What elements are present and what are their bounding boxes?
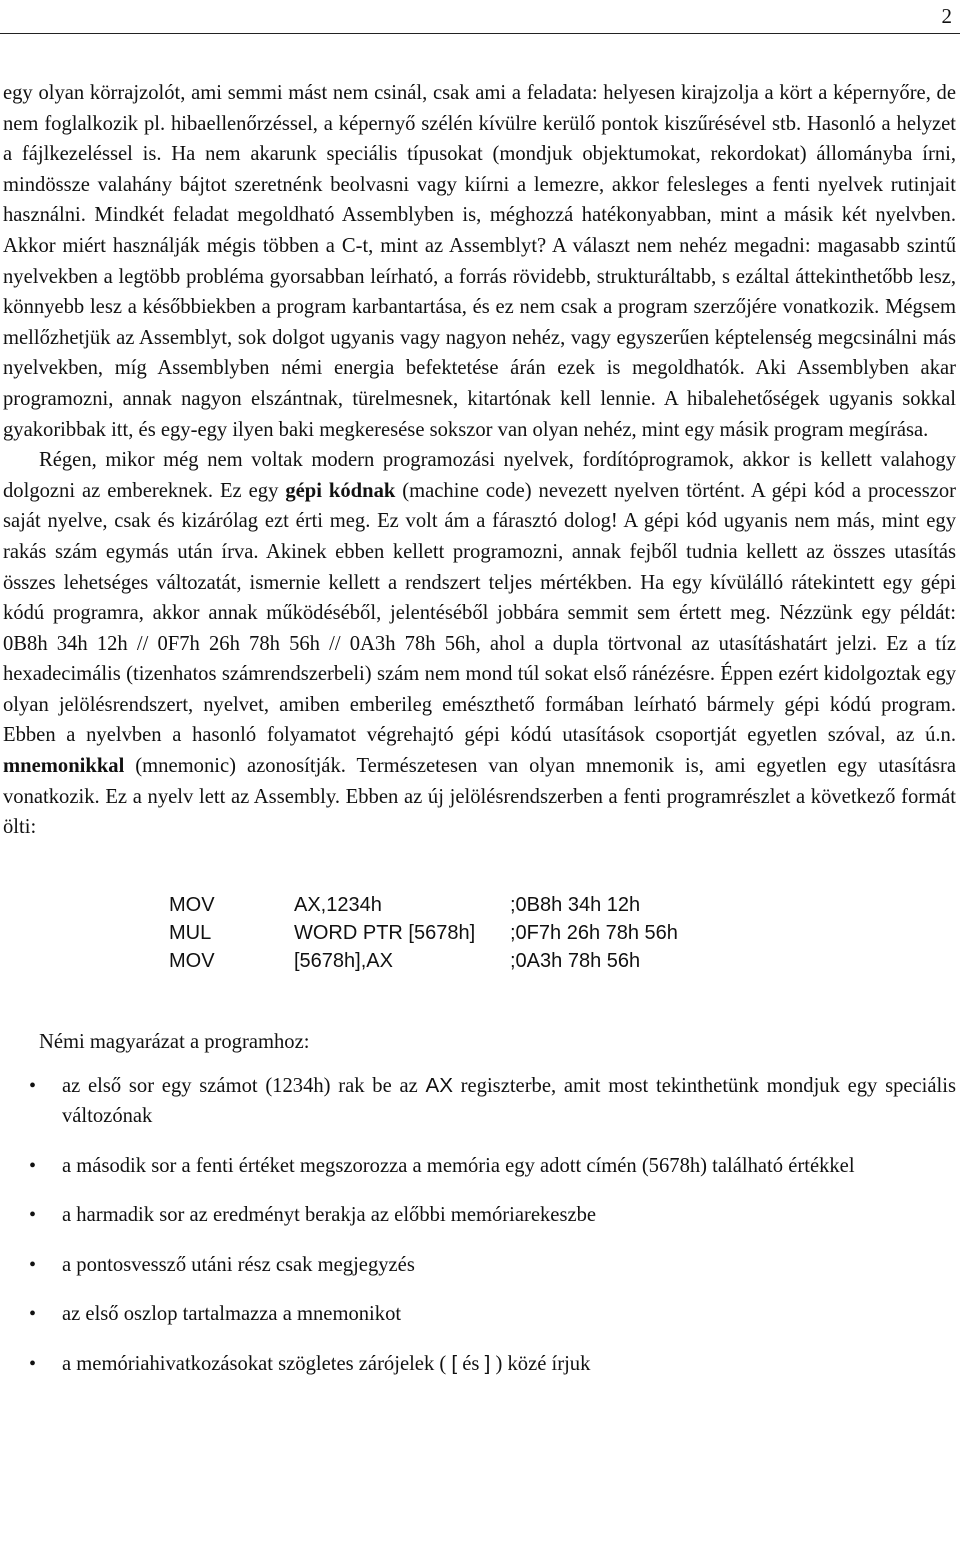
paragraph-text: (mnemonic) azonosítják. Természetesen van olyan mnemonik is, ami egyetlen egy utasításra vonatkozik. Ez a nyelv lett az Assembly. Ebben az új jelölésrendszerben a fenti programrészlet a következő formát ölti: bbox=[3, 755, 956, 839]
code-comment: ;0A3h 78h 56h bbox=[510, 949, 641, 972]
list-item-text: és bbox=[457, 1352, 485, 1375]
term-gepi-kod: gépi kódnak bbox=[285, 479, 396, 502]
bullet-icon: • bbox=[29, 1154, 37, 1177]
list-item bbox=[3, 1200, 956, 1231]
list-item bbox=[3, 1071, 956, 1132]
page-number: 2 bbox=[941, 4, 952, 28]
code-comment: ;0B8h 34h 12h bbox=[510, 893, 641, 916]
paragraph-1 bbox=[3, 78, 956, 445]
bracket-close: ] bbox=[484, 1351, 491, 1375]
paragraph-text: (machine code) nevezett nyelven történt. A gépi kód a processzor saját nyelve, csak és kizárólag ezt érti meg. Ez volt ám a fárasztó dolog! A gépi kód ugyanis nem más, mint egy rakás szám egymás után írva. Akinek ebben kellett programozni, annak fejből tudnia kellett az összes utasítás összes lehetséges változatát, ismernie kellett a rendszert teljes mértékben. Ha egy kívülálló rátekintett egy gépi kódú programra, akkor annak működéséből, jelentéséből jobbára semmit sem értett meg. Nézzünk egy példát: 0B8h 34h 12h // 0F7h 26h 78h 56h // 0A3h 78h 56h, ahol a dupla törtvonal az utasításhatárt jelzi. Ez a tíz hexadecimális (tizenhatos számrendszerbeli) szám nem mond túl sokat első ránézésre. Éppen ezért kidolgoztak egy olyan jelölésrendszert, nyelvet, amiben emberileg emészthető formában leírható bármely gépi kódú program. Ebben a nyelvben a hasonló folyamatot végrehajtó gépi kódú utasítások csoportját egyetlen szóval, az ú.n. bbox=[3, 479, 957, 747]
bullet-icon: • bbox=[29, 1303, 37, 1326]
list-item-text: az első sor egy számot (1234h) rak be az bbox=[62, 1074, 426, 1097]
bullet-icon: • bbox=[29, 1074, 37, 1097]
list-item-text: a pontosvessző utáni rész csak megjegyzés bbox=[62, 1253, 415, 1276]
assembly-code-block bbox=[169, 891, 956, 975]
explanation-list bbox=[3, 1071, 956, 1380]
code-operands: [5678h],AX bbox=[294, 949, 393, 972]
code-line bbox=[169, 891, 956, 919]
bullet-icon: • bbox=[29, 1253, 37, 1276]
list-item-text: az első oszlop tartalmazza a mnemonikot bbox=[62, 1303, 402, 1326]
list-item bbox=[3, 1299, 956, 1330]
term-mnemonik: mnemonikkal bbox=[3, 755, 125, 778]
bullet-icon: • bbox=[29, 1204, 37, 1227]
paragraph-text: egy olyan körrajzolót, ami semmi mást nem csinál, csak ami a feladata: helyesen kirajzolja a kört a képernyőre, de nem foglalkozik pl. hibaellenőrzéssel, a képernyő szélén kívülre kerülő pontok kiszűrésével stb. Hasonló a helyzet a fájlkezeléssel is. Ha nem akarunk speciális típusokat (mondjuk objektumokat, rekordokat) állományba írni, mindössze valahány bájtot szeretnénk beolvasni vagy kiírni a lemezre, akkor felesleges a fenti nyelvek rutinjait használni. Mindkét feladat megoldható Assemblyben is, méghozzá hatékonyabban, mint a másik két nyelvben. Akkor miért használják mégis többen a C-t, mint az Assemblyt? A választ nem nehéz megadni: magasabb szintű nyelvekben a legtöbb probléma gyorsabban leírható, a forrás rövidebb, strukturáltabb, s ezáltal áttekinthetőbb lesz, könnyebb lesz a későbbiekben a program karbantartása, és ez nem csak a program szerzőjére vonatkozik. Mégsem mellőzhetjük az Assemblyt, sok dolgot ugyanis vagy nagyon nehéz, vagy egyszerűen képtelenség megcsinálni más nyelvekben, míg Assemblyben némi energia befektetése árán ezek is megoldhatók. Aki Assemblyben akar programozni, annak nagyon elszántnak, türelmesnek, kitartónak kell lennie. A hibalehetőségek ugyanis sokkal gyakoribbak itt, és egy-egy ilyen baki megkeresése sokszor van olyan nehéz, mint egy másik program megírása. bbox=[3, 82, 956, 441]
list-item bbox=[3, 1349, 956, 1380]
page-content bbox=[3, 78, 956, 1398]
code-comment: ;0F7h 26h 78h 56h bbox=[510, 921, 678, 944]
code-operands: AX,1234h bbox=[294, 893, 382, 916]
explanation-intro: Némi magyarázat a programhoz: bbox=[39, 1030, 310, 1053]
bullet-icon: • bbox=[29, 1352, 37, 1375]
header-rule bbox=[0, 33, 960, 34]
paragraph-2 bbox=[3, 445, 956, 843]
list-item-text: a memóriahivatkozásokat szögletes zárójelek ( bbox=[62, 1352, 452, 1375]
list-item-text: ) közé írjuk bbox=[490, 1352, 591, 1375]
code-operands: WORD PTR [5678h] bbox=[294, 921, 476, 944]
code-mnemonic: MOV bbox=[169, 949, 215, 972]
code-line bbox=[169, 919, 956, 947]
list-item bbox=[3, 1250, 956, 1281]
bracket-open: [ bbox=[451, 1351, 458, 1375]
list-item-text: a harmadik sor az eredményt berakja az előbbi memóriarekeszbe bbox=[62, 1204, 597, 1227]
list-item-text: regiszterbe, amit most tekinthetünk mondjuk egy speciális változónak bbox=[62, 1074, 956, 1128]
list-item bbox=[3, 1151, 956, 1182]
code-mnemonic: MOV bbox=[169, 893, 215, 916]
code-line bbox=[169, 947, 956, 975]
list-item-text: a második sor a fenti értéket megszorozza a memória egy adott címén (5678h) található értékkel bbox=[62, 1154, 855, 1177]
register-name: AX bbox=[425, 1073, 453, 1097]
code-mnemonic: MUL bbox=[169, 921, 212, 944]
paragraph-text: Régen, mikor még nem voltak modern programozási nyelvek, fordítóprogramok, akkor is kellett valahogy dolgozni az embereknek. Ez egy bbox=[3, 449, 956, 502]
